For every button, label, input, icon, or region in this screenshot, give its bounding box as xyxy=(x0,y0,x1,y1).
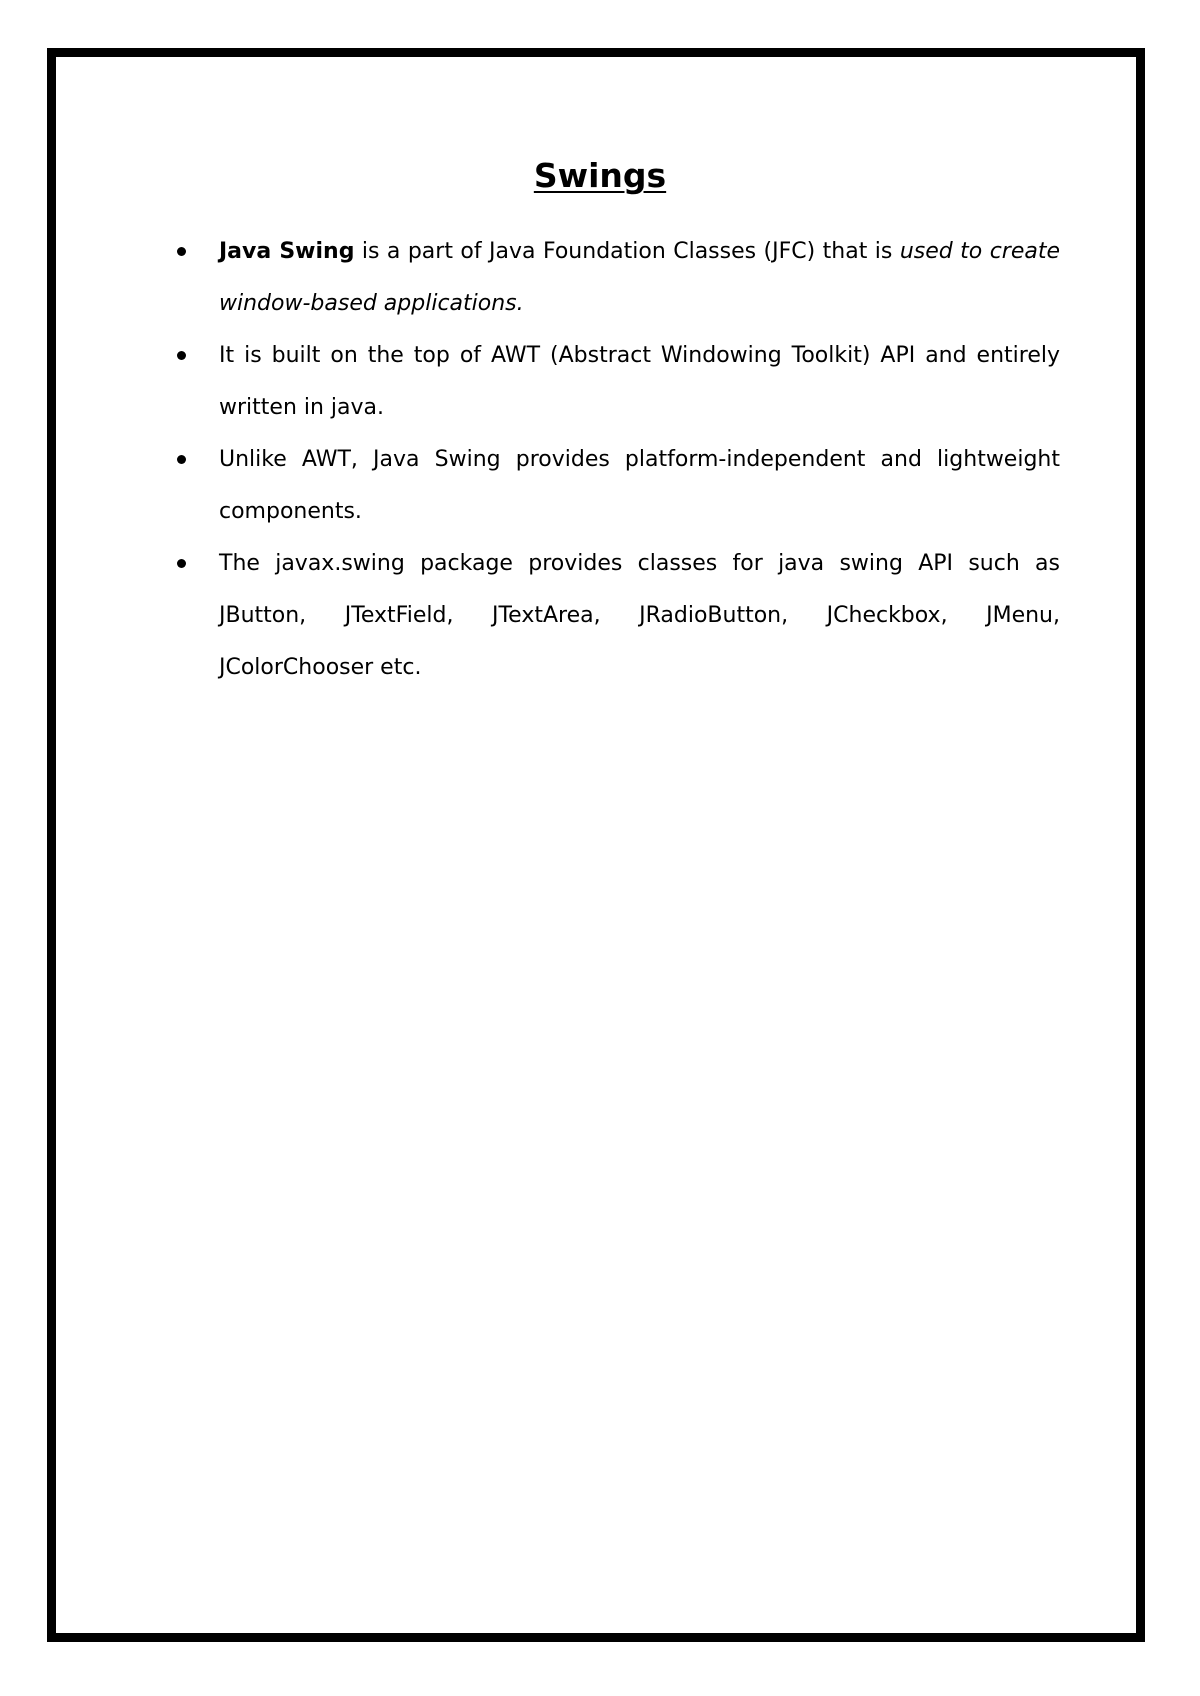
page-title: Swings xyxy=(533,156,667,195)
list-item xyxy=(175,538,1060,694)
bullet-text: It is built on the top of AWT (Abstract Windowing Toolkit) API and entirely written in java. xyxy=(219,343,1060,420)
bullet-icon xyxy=(177,247,186,256)
bullet-icon xyxy=(177,351,186,360)
bullet-text: is a part of Java Foundation Classes (JFC) that is xyxy=(354,239,900,264)
bullet-icon xyxy=(177,559,186,568)
bullet-bold-lead: Java Swing xyxy=(219,239,355,264)
bullet-icon xyxy=(177,455,186,464)
bullet-list xyxy=(175,226,1060,694)
bullet-text: Unlike AWT, Java Swing provides platform-independent and lightweight components. xyxy=(219,447,1060,524)
bullet-italic-tail: used to create window-based applications. xyxy=(219,239,1061,316)
bullet-text: The javax.swing package provides classes for java swing API such as JButton, JTextField, JTextArea, JRadioButton, JCheckbox, JMenu, JColorChooser etc. xyxy=(219,551,1060,680)
list-item xyxy=(175,330,1060,434)
list-item xyxy=(175,226,1060,330)
list-item xyxy=(175,434,1060,538)
